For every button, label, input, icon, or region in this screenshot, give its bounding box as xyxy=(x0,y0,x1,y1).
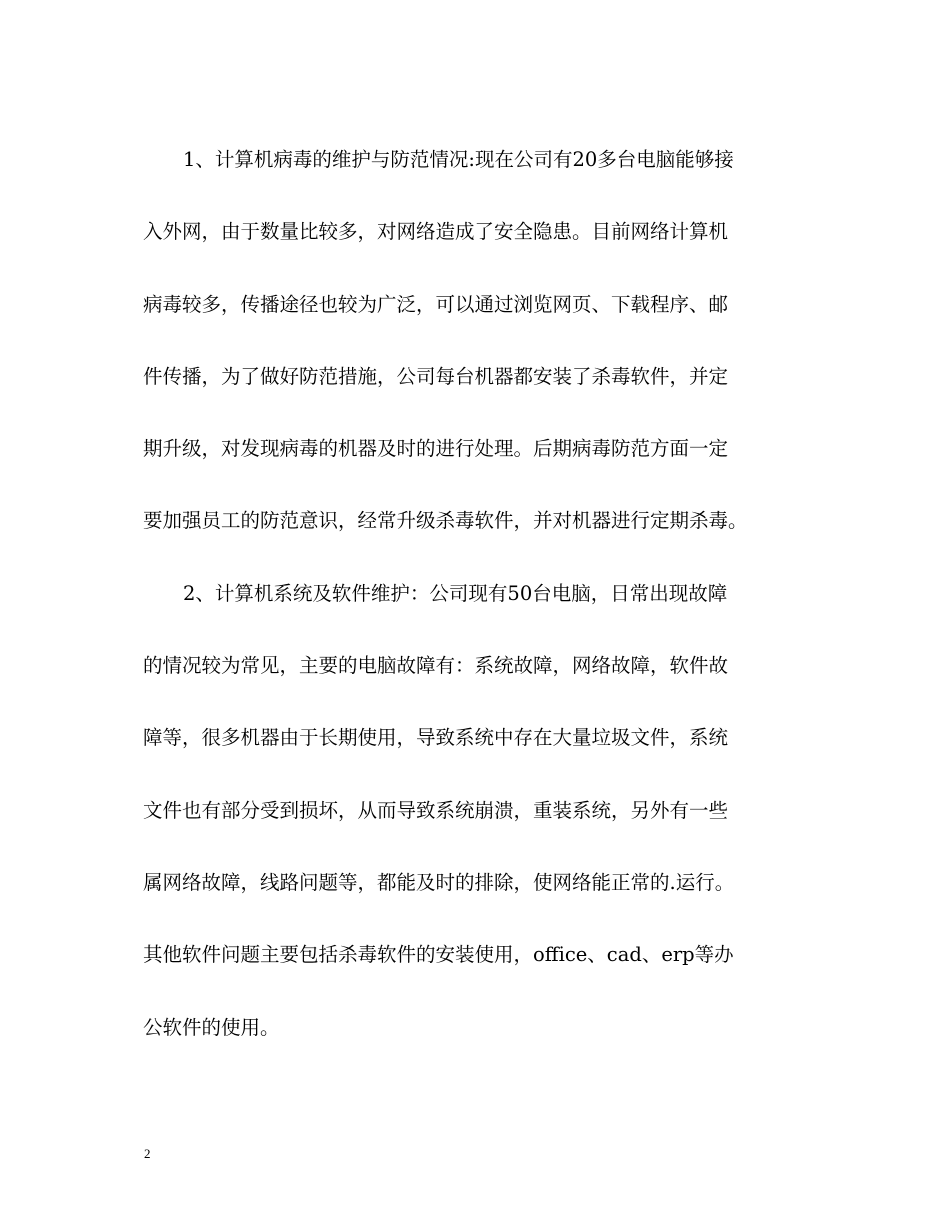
paragraph-system-maintenance xyxy=(143,558,818,1064)
paragraph-line: 件传播，为了做好防范措施，公司每台机器都安装了杀毒软件，并定 xyxy=(143,364,729,388)
paragraph-line: 要加强员工的防范意识，经常升级杀毒软件，并对机器进行定期杀毒。 xyxy=(143,509,748,533)
paragraph-line: 1、计算机病毒的维护与防范情况:现在公司有20多台电脑能够接 xyxy=(183,148,734,171)
paragraph-line: 公软件的使用。 xyxy=(143,1015,280,1039)
paragraph-line: 期升级，对发现病毒的机器及时的进行处理。后期病毒防范方面一定 xyxy=(143,437,729,461)
document-body xyxy=(143,124,818,1064)
paragraph-line: 的情况较为常见，主要的电脑故障有：系统故障，网络故障，软件故 xyxy=(143,654,729,678)
paragraph-line: 入外网，由于数量比较多，对网络造成了安全隐患。目前网络计算机 xyxy=(143,220,729,244)
paragraph-line: 2、计算机系统及软件维护：公司现有50台电脑，日常出现故障 xyxy=(183,581,728,605)
paragraph-line: 属网络故障，线路问题等，都能及时的排除，使网络能正常的.运行。 xyxy=(143,870,735,894)
paragraph-virus-protection xyxy=(143,124,818,558)
paragraph-line: 其他软件问题主要包括杀毒软件的安装使用，office、cad、erp等办 xyxy=(143,943,734,967)
page-number: 2 xyxy=(144,1146,151,1161)
paragraph-line: 文件也有部分受到损坏，从而导致系统崩溃，重装系统，另外有一些 xyxy=(143,798,729,822)
paragraph-line: 病毒较多，传播途径也较为广泛，可以通过浏览网页、下载程序、邮 xyxy=(143,292,729,316)
paragraph-line: 障等，很多机器由于长期使用，导致系统中存在大量垃圾文件，系统 xyxy=(143,726,729,750)
